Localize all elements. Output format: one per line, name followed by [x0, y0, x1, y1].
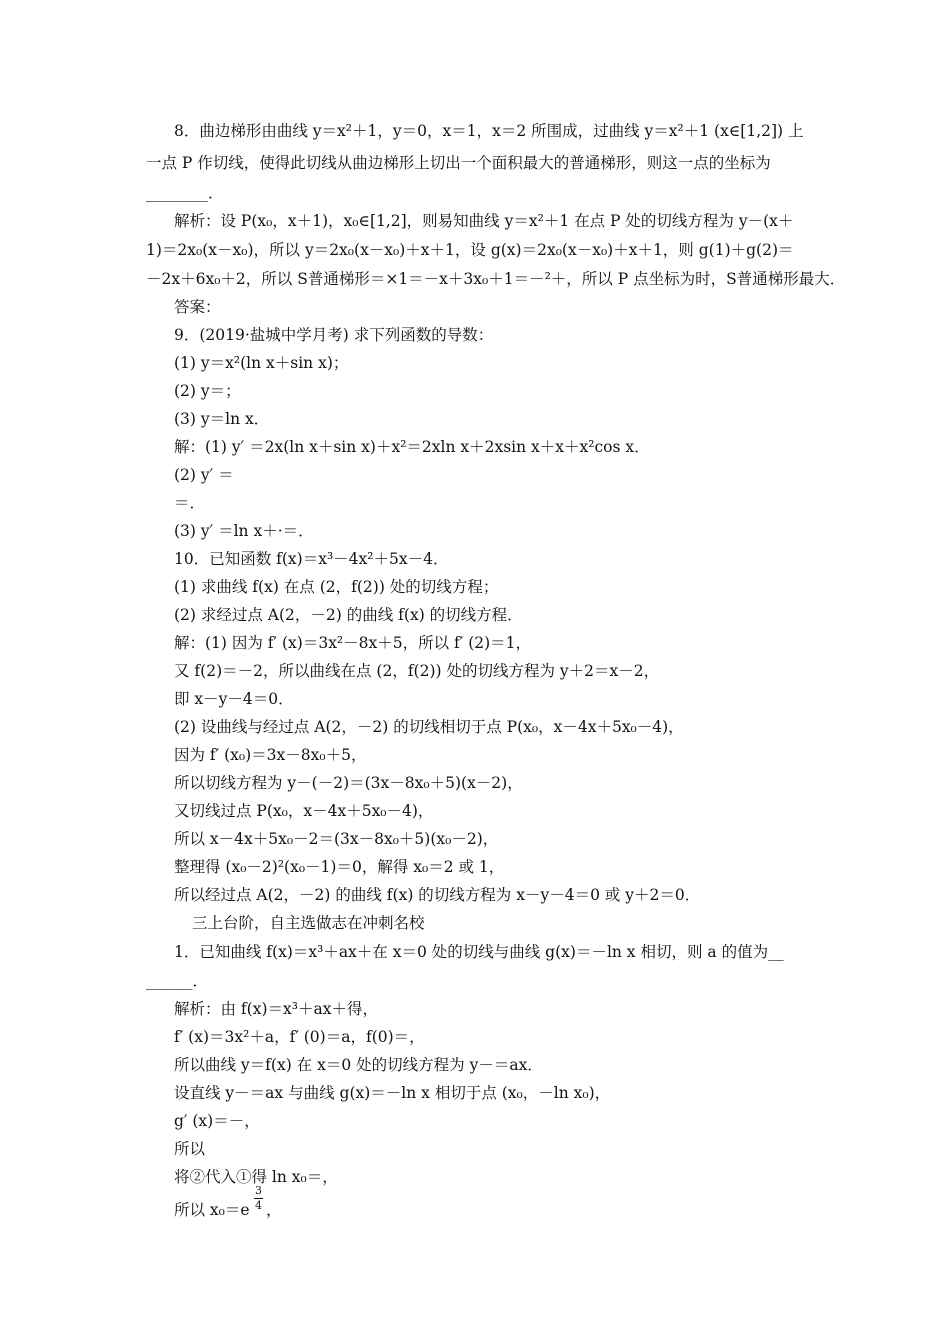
challenge-1-solution-7: 将②代入①得 ln x₀＝，: [174, 1168, 338, 1186]
solution-9-part-1: 解：(1) y′ ＝2x(ln x＋sin x)＋x²＝2xln x＋2xsin x＋x＋x²cos x．: [174, 438, 650, 456]
challenge-1-solution-2: f′ (x)＝3x²＋a，f′ (0)＝a，f(0)＝，: [174, 1028, 425, 1046]
exponent-denominator: 4: [255, 1199, 262, 1212]
challenge-1-solution-5: g′ (x)＝－，: [174, 1112, 260, 1130]
exponent-numerator: 3: [255, 1184, 262, 1197]
solution-10-line-9: 整理得 (x₀－2)²(x₀－1)＝0，解得 x₀＝2 或 1，: [174, 858, 505, 876]
problem-8-line-1: 8．曲边梯形由曲线 y＝x²＋1，y＝0，x＝1，x＝2 所围成，过曲线 y＝x²＋1 (x∈[1,2]) 上: [174, 122, 804, 140]
problem-10-part-1: (1) 求曲线 f(x) 在点 (2，f(2)) 处的切线方程；: [174, 578, 499, 596]
challenge-1-line-1: 1．已知曲线 f(x)＝x³＋ax＋在 x＝0 处的切线与曲线 g(x)＝－ln x 相切，则 a 的值为__: [174, 943, 784, 961]
problem-9-part-1: (1) y＝x²(ln x＋sin x)；: [174, 354, 349, 372]
solution-9-part-2-cont: ＝．: [174, 494, 206, 512]
solution-10-line-8: 所以 x－4x＋5x₀－2＝(3x－8x₀＋5)(x₀－2)，: [174, 830, 499, 848]
problem-8-line-2: 一点 P 作切线，使得此切线从曲边梯形上切出一个面积最大的普通梯形，则这一点的坐标为: [146, 154, 771, 172]
trailing-comma: ，: [266, 1201, 282, 1219]
solution-10-line-5: 因为 f′ (x₀)＝3x－8x₀＋5，: [174, 746, 367, 764]
solution-8-line-1: 解析：设 P(x₀，x＋1)，x₀∈[1,2]，则易知曲线 y＝x²＋1 在点 P 处的切线方程为 y－(x＋: [174, 212, 794, 230]
challenge-1-solution-8: 所以 x₀＝e: [174, 1201, 250, 1219]
solution-10-line-7: 又切线过点 P(x₀，x－4x＋5x₀－4)，: [174, 802, 434, 820]
section-heading: 三上台阶，自主选做志在冲刺名校: [192, 914, 425, 932]
solution-8-line-3: －2x＋6x₀＋2，所以 S普通梯形＝×1＝－x＋3x₀＋1＝－²＋，所以 P 点坐标为时，S普通梯形最大．: [146, 270, 846, 288]
problem-10-title: 10．已知函数 f(x)＝x³－4x²＋5x－4．: [174, 550, 449, 568]
solution-10-line-4: (2) 设曲线与经过点 A(2，－2) 的切线相切于点 P(x₀，x－4x＋5x₀－4)，: [174, 718, 684, 736]
solution-9-part-3: (3) y′ ＝ln x＋·＝．: [174, 522, 314, 540]
problem-9-title: 9．(2019·盐城中学月考) 求下列函数的导数：: [174, 326, 494, 344]
challenge-1-solution-4: 设直线 y－＝ax 与曲线 g(x)＝－ln x 相切于点 (x₀，－ln x₀)，: [174, 1084, 611, 1102]
solution-9-part-2: (2) y′ ＝: [174, 466, 234, 484]
solution-10-line-10: 所以经过点 A(2，－2) 的曲线 f(x) 的切线方程为 x－y－4＝0 或 y＋2＝0．: [174, 886, 701, 904]
problem-9-part-2: (2) y＝；: [174, 382, 241, 400]
challenge-1-solution-1: 解析：由 f(x)＝x³＋ax＋得，: [174, 1000, 378, 1018]
challenge-1-blank: ______．: [146, 972, 209, 990]
problem-8-blank: ________．: [146, 184, 224, 202]
challenge-1-solution-3: 所以曲线 y＝f(x) 在 x＝0 处的切线方程为 y－＝ax．: [174, 1056, 543, 1074]
solution-10-line-6: 所以切线方程为 y－(－2)＝(3x－8x₀＋5)(x－2)，: [174, 774, 523, 792]
solution-10-line-3: 即 x－y－4＝0．: [174, 690, 294, 708]
challenge-1-solution-6: 所以: [174, 1140, 206, 1158]
solution-10-line-2: 又 f(2)＝－2，所以曲线在点 (2，f(2)) 处的切线方程为 y＋2＝x－2，: [174, 662, 660, 680]
solution-8-line-2: 1)＝2x₀(x－x₀)，所以 y＝2x₀(x－x₀)＋x＋1，设 g(x)＝2x₀(x－x₀)＋x＋1，则 g(1)＋g(2)＝: [146, 241, 794, 259]
solution-10-line-1: 解：(1) 因为 f′ (x)＝3x²－8x＋5，所以 f′ (2)＝1，: [174, 634, 532, 652]
problem-9-part-3: (3) y＝ln x．: [174, 410, 270, 428]
answer-8-label: 答案：: [174, 298, 221, 316]
problem-10-part-2: (2) 求经过点 A(2，－2) 的曲线 f(x) 的切线方程．: [174, 606, 523, 624]
